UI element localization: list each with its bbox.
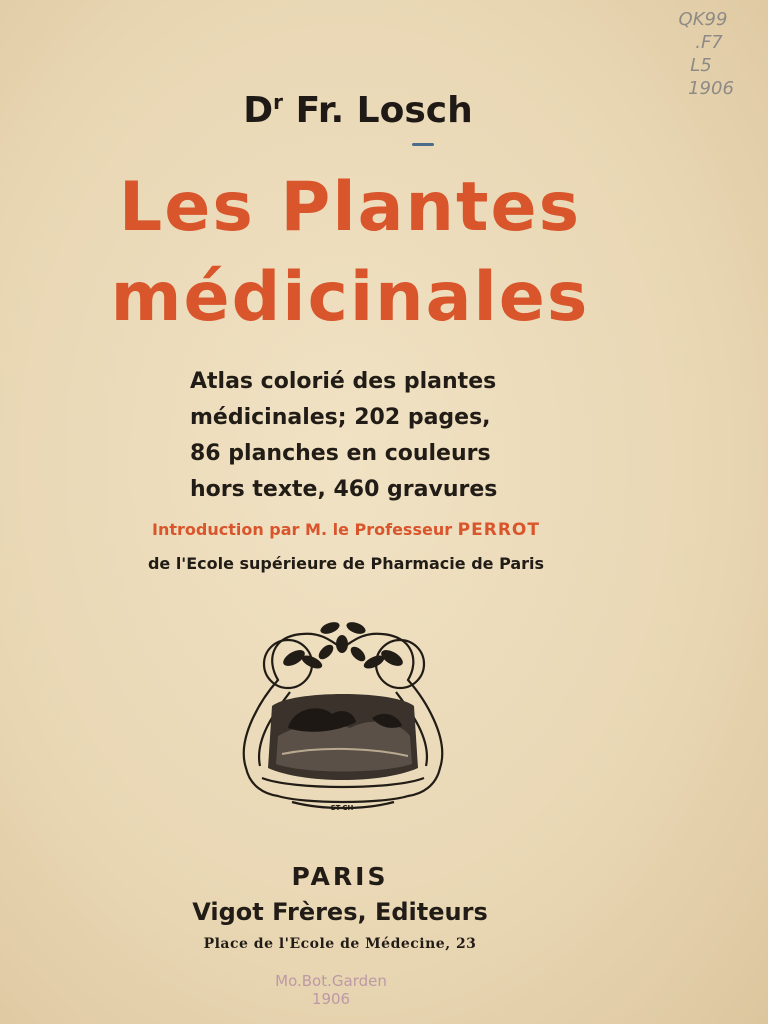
author-name <box>0 90 716 131</box>
description-line: médicinales; 202 pages, <box>190 405 491 430</box>
publisher-city: PARIS <box>291 862 389 891</box>
book-description <box>190 364 520 508</box>
stamp-line: 1906 <box>311 990 351 1008</box>
author-prefix-sup: r <box>273 90 284 114</box>
book-title-line-1: Les Plantes <box>118 168 582 247</box>
author-prefix: D <box>243 90 274 131</box>
introduction-credit <box>0 520 692 540</box>
stamp-line: Mo.Bot.Garden <box>275 972 387 990</box>
call-number-line: .F7 <box>695 32 723 53</box>
call-number-line: 1906 <box>688 78 734 99</box>
book-title-line-2: médicinales <box>110 258 590 337</box>
vignette-leaves <box>281 620 406 671</box>
art-nouveau-vignette <box>232 618 454 814</box>
call-number-line: L5 <box>690 55 712 76</box>
library-call-number <box>664 8 754 100</box>
publisher-address: Place de l'Ecole de Médecine, 23 <box>203 936 477 952</box>
introduction-professor: PERROT <box>457 520 540 540</box>
description-line: 86 planches en couleurs <box>190 441 491 466</box>
library-stamp <box>236 972 426 1008</box>
pencil-mark <box>412 143 434 146</box>
publisher-name: Vigot Frères, Editeurs <box>192 898 488 926</box>
vignette-signature: ST-CH <box>330 804 354 812</box>
description-line: Atlas colorié des plantes <box>190 369 497 394</box>
school-affiliation: de l'Ecole supérieure de Pharmacie de Paris <box>147 554 545 573</box>
author-full-name: Fr. Losch <box>295 90 473 131</box>
description-line: hors texte, 460 gravures <box>190 477 498 502</box>
vignette-landscape <box>268 694 418 780</box>
introduction-prefix: Introduction par M. le Professeur <box>152 520 458 539</box>
call-number-line: QK99 <box>678 9 728 30</box>
